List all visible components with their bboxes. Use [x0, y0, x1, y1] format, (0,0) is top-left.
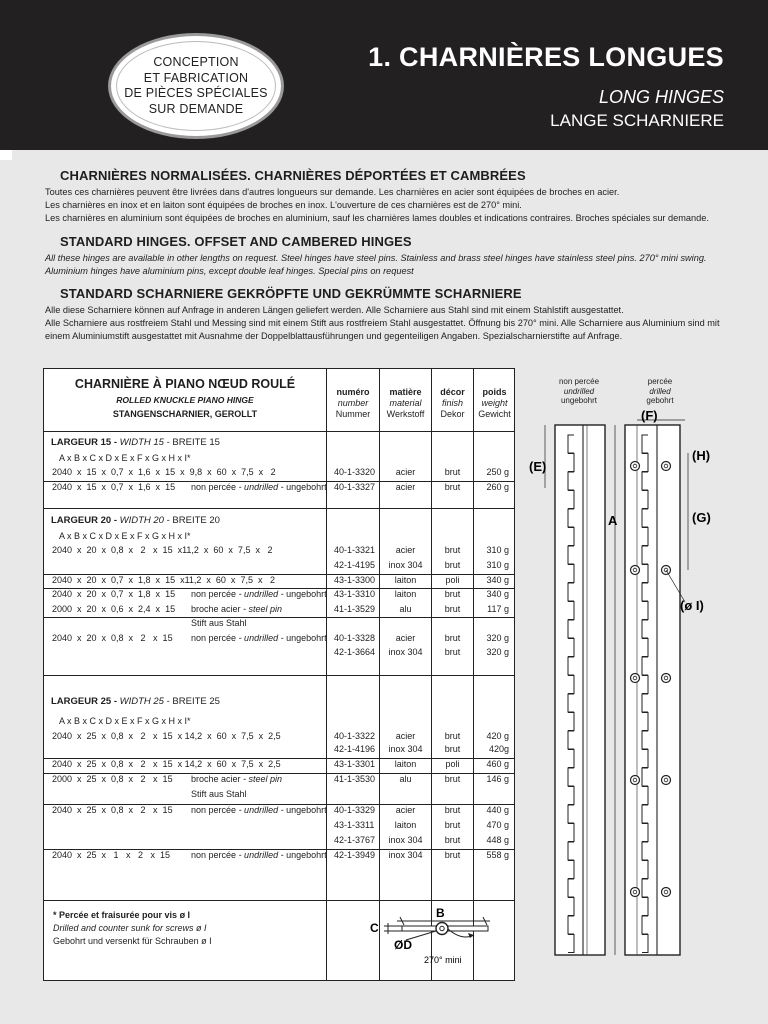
- row-number: 43-1-3301: [334, 759, 376, 769]
- col-finish-header: décor finish Dekor: [440, 387, 465, 419]
- row-material: laiton: [394, 820, 417, 830]
- row-note-part: ungebohrt: [286, 633, 327, 643]
- table-title-fr: CHARNIÈRE À PIANO NŒUD ROULÉ: [74, 377, 296, 391]
- row-dimensions: 2040 x 15 x 0,7 x 1,6 x 15 x 9,8 x 60 x 7,5 x 2: [52, 467, 276, 477]
- row-weight: 448 g: [486, 835, 509, 845]
- row-weight: 320 g: [486, 647, 509, 657]
- row-weight: 340 g: [486, 575, 509, 585]
- hole-icon: [631, 776, 640, 785]
- hole-icon: [631, 888, 640, 897]
- row-note-part: - steel pin: [243, 604, 283, 614]
- intro-line: Les charnières en inox et en laiton sont équipées de broches en inox. L'ouverture de ces charnières est de 270° mini.: [45, 200, 522, 211]
- badge-line: CONCEPTION: [153, 55, 239, 69]
- row-material: laiton: [394, 589, 417, 599]
- row-dimensions: 2000 x 25 x 0,8 x 2 x 15: [52, 774, 173, 784]
- row-note-part: ungebohrt: [286, 805, 327, 815]
- row-material: inox 304: [388, 560, 423, 570]
- label-i: (ø I): [680, 598, 704, 613]
- row-number: 42-1-3767: [334, 835, 376, 845]
- col-material-header: matière material Werkstoff: [386, 387, 425, 419]
- row-material: laiton: [394, 575, 417, 585]
- label-b: B: [436, 906, 445, 920]
- row-weight: 340 g: [486, 589, 509, 599]
- row-number: 41-1-3529: [334, 604, 376, 614]
- col-number-header: numéro number Nummer: [335, 387, 371, 419]
- row-note-part: - undrilled -: [238, 805, 284, 815]
- intro-de: [45, 304, 745, 344]
- corner-strip: [0, 150, 12, 160]
- row-finish: poli: [445, 575, 460, 585]
- row-material: acier: [395, 467, 416, 477]
- row-note-part: broche acier: [191, 604, 241, 614]
- row-material: acier: [395, 633, 416, 643]
- row-material: acier: [395, 731, 416, 741]
- row-weight: 440 g: [486, 805, 509, 815]
- row-dimensions: 2040 x 20 x 0,8 x 2 x 15 x11,2 x 60 x 7,5 x 2: [52, 545, 273, 555]
- badge-line: ET FABRICATION: [143, 70, 249, 85]
- hole-icon: [662, 776, 671, 785]
- row-note: [191, 850, 327, 860]
- page-subtitle-de: LANGE SCHARNIERE: [550, 111, 724, 130]
- row-material: inox 304: [388, 744, 423, 754]
- row-material: inox 304: [388, 835, 423, 845]
- row-number: 43-1-3310: [334, 589, 376, 599]
- row-dimensions: 2040 x 25 x 0,8 x 2 x 15: [52, 805, 173, 815]
- dims-header: A x B x C x D x E x F x G x H x I*: [59, 716, 191, 726]
- row-note-part: - undrilled -: [238, 850, 284, 860]
- row-weight: 420 g: [486, 731, 509, 741]
- row-material: acier: [395, 482, 416, 492]
- row-weight: 117 g: [487, 604, 509, 614]
- row-dimensions: 2040 x 20 x 0,7 x 1,8 x 15: [52, 589, 176, 599]
- row-note-part: - undrilled -: [238, 633, 284, 643]
- row-note: Stift aus Stahl: [191, 618, 247, 628]
- dims-header: A x B x C x D x E x F x G x H x I*: [59, 531, 191, 541]
- row-finish: brut: [444, 482, 461, 492]
- row-number: 40-1-3328: [334, 633, 376, 643]
- row-finish: brut: [444, 589, 461, 599]
- row-note-part: ungebohrt: [286, 850, 327, 860]
- label-h: (H): [692, 448, 711, 463]
- row-material: inox 304: [388, 647, 423, 657]
- row-note-part: non percée: [191, 633, 237, 643]
- row-weight: 250 g: [486, 467, 509, 477]
- row-number: 40-1-3320: [334, 467, 376, 477]
- row-note-part: - steel pin: [243, 774, 283, 784]
- row-note-part: non percée: [191, 482, 237, 492]
- row-finish: brut: [444, 560, 461, 570]
- row-dimensions: 2040 x 25 x 1 x 2 x 15: [52, 850, 171, 860]
- row-finish: brut: [444, 545, 461, 555]
- row-note-part: non percée: [191, 850, 237, 860]
- badge-text: [124, 55, 267, 117]
- row-finish: brut: [444, 604, 461, 614]
- row-note-part: ungebohrt: [286, 589, 327, 599]
- row-finish: brut: [444, 805, 461, 815]
- label-swing: 270° mini: [424, 955, 462, 965]
- row-material: acier: [395, 805, 416, 815]
- row-finish: brut: [444, 731, 461, 741]
- row-finish: brut: [444, 744, 461, 754]
- row-note: [191, 774, 282, 784]
- hole-icon: [631, 566, 640, 575]
- hinge-section-drawing: [362, 901, 512, 971]
- row-dimensions: 2040 x 25 x 0,8 x 2 x 15 x 14,2 x 60 x 7,5 x 2,5: [52, 731, 281, 741]
- heading-en: STANDARD HINGES. OFFSET AND CAMBERED HINGES: [60, 234, 412, 249]
- badge-oval: [108, 33, 284, 139]
- page-subtitle-en: LONG HINGES: [598, 87, 724, 107]
- hinge-drilled: [625, 425, 680, 955]
- row-note-part: non percée: [191, 805, 237, 815]
- row-note: [191, 482, 327, 492]
- row-note: [191, 633, 327, 643]
- row-weight: 310 g: [486, 560, 509, 570]
- footnote-de: Gebohrt und versenkt für Schrauben ø I: [53, 936, 212, 946]
- row-weight: 558 g: [486, 850, 509, 860]
- width-20-label: LARGEUR 20 - WIDTH 20 - BREITE 20: [51, 515, 220, 526]
- page-header: [0, 0, 768, 150]
- row-weight: 146 g: [486, 774, 509, 784]
- row-weight: 420g: [488, 744, 509, 754]
- row-number: 41-1-3530: [334, 774, 376, 784]
- width-25-label: LARGEUR 25 - WIDTH 25 - BREITE 25: [51, 696, 220, 707]
- heading-fr: CHARNIÈRES NORMALISÉES. CHARNIÈRES DÉPORTÉES ET CAMBRÉES: [60, 168, 526, 183]
- row-note-part: - undrilled -: [238, 589, 284, 599]
- row-material: laiton: [394, 759, 417, 769]
- row-weight: 320 g: [486, 633, 509, 643]
- row-dimensions: 2040 x 15 x 0,7 x 1,6 x 15: [52, 482, 176, 492]
- row-material: acier: [395, 545, 416, 555]
- row-finish: brut: [444, 835, 461, 845]
- row-weight: 470 g: [486, 820, 509, 830]
- row-number: 42-1-4195: [334, 560, 376, 570]
- hole-icon: [631, 462, 640, 471]
- row-number: 40-1-3322: [334, 731, 376, 741]
- hole-icon: [631, 674, 640, 683]
- intro-line: einem Aluminiumstift ausgestattet mit Ausnahme der Doppelblattausführungen und gegenteiligen Angaben. Spezialscharnierstifte auf Anfrage.: [45, 331, 623, 342]
- hinge-table: [43, 368, 515, 981]
- intro-line: Alle Scharniere aus rostfreiem Stahl und Messing sind mit einem Stift aus rostfreiem Stahl ausgestattet. Öffnung bis 270° mini. Alle Scharniere aus Aluminium sind mit: [45, 318, 720, 329]
- row-material: alu: [399, 604, 412, 614]
- badge-line: DE PIÈCES SPÉCIALES: [124, 86, 268, 100]
- label-a: A: [608, 513, 618, 528]
- page-title: 1. CHARNIÈRES LONGUES: [368, 42, 724, 72]
- badge-line: SUR DEMANDE: [148, 101, 244, 116]
- drilled-caption: percée drilled gebohrt: [646, 377, 674, 405]
- row-number: 40-1-3321: [334, 545, 376, 555]
- row-note-part: ungebohrt: [286, 482, 327, 492]
- width-15-label: LARGEUR 15 - WIDTH 15 - BREITE 15: [51, 437, 220, 448]
- row-number: 43-1-3300: [334, 575, 376, 585]
- hinge-undrilled: [555, 425, 605, 955]
- heading-de: STANDARD SCHARNIERE GEKRÖPFTE UND GEKRÜMMTE SCHARNIERE: [60, 286, 522, 301]
- row-weight: 310 g: [486, 545, 509, 555]
- intro-line: Aluminium hinges have aluminium pins, except double leaf hinges. Special pins on request: [45, 266, 414, 277]
- intro-fr: [45, 186, 745, 226]
- intro-line: Alle diese Scharniere können auf Anfrage in anderen Längen geliefert werden. Alle Scharniere aus Stahl sind mit einem Stahlstift ausgestattet.: [45, 305, 624, 315]
- intro-line: Toutes ces charnières peuvent être livrées dans d'autres longueurs sur demande. Les charnières en acier sont équipées de broches en acier.: [45, 187, 620, 197]
- row-finish: brut: [444, 774, 461, 784]
- row-note-part: broche acier: [191, 774, 241, 784]
- row-finish: brut: [444, 647, 461, 657]
- row-weight: 260 g: [486, 482, 509, 492]
- row-number: 43-1-3311: [334, 820, 375, 830]
- label-c: C: [370, 921, 379, 935]
- row-number: 40-1-3327: [334, 482, 376, 492]
- row-number: 42-1-3949: [334, 850, 376, 860]
- row-note-part: non percée: [191, 589, 237, 599]
- row-finish: poli: [445, 759, 460, 769]
- hole-icon: [662, 674, 671, 683]
- row-finish: brut: [444, 850, 461, 860]
- intro-line: All these hinges are available in other lengths on request. Steel hinges have steel pins. Stainless and brass steel hinges have stainless steel pins. 270° mini swing.: [45, 253, 707, 263]
- footnote-en: Drilled and counter sunk for screws ø I: [53, 923, 207, 933]
- col-weight-header: poids weight Gewicht: [478, 387, 511, 419]
- row-note-part: - undrilled -: [238, 482, 284, 492]
- dims-header: A x B x C x D x E x F x G x H x I*: [59, 453, 191, 463]
- row-material: alu: [399, 774, 412, 784]
- row-dimensions: 2040 x 25 x 0,8 x 2 x 15 x 14,2 x 60 x 7,5 x 2,5: [52, 759, 281, 769]
- row-note: [191, 604, 282, 614]
- row-note: [191, 589, 327, 599]
- row-finish: brut: [444, 820, 461, 830]
- row-dimensions: 2000 x 20 x 0,6 x 2,4 x 15: [52, 604, 176, 614]
- hole-icon: [662, 462, 671, 471]
- row-material: inox 304: [388, 850, 423, 860]
- hinge-drawings: [525, 370, 765, 970]
- label-g: (G): [692, 510, 711, 525]
- row-finish: brut: [444, 467, 461, 477]
- intro-en: [45, 252, 745, 278]
- label-f: (F): [641, 408, 658, 423]
- undrilled-caption: non percée undrilled ungebohrt: [558, 377, 600, 405]
- row-note: [191, 805, 327, 815]
- row-dimensions: 2040 x 20 x 0,8 x 2 x 15: [52, 633, 173, 643]
- intro-line: Les charnières en aluminium sont équipées de broches en aluminium, sauf les charnières lames doubles et indications contraires. Broches spéciales sur demande.: [45, 213, 709, 224]
- row-number: 42-1-4196: [334, 744, 376, 754]
- row-note: Stift aus Stahl: [191, 789, 247, 799]
- row-dimensions: 2040 x 20 x 0,7 x 1,8 x 15 x11,2 x 60 x 7,5 x 2: [52, 575, 275, 585]
- row-finish: brut: [444, 633, 461, 643]
- row-number: 42-1-3664: [334, 647, 376, 657]
- label-e: (E): [529, 459, 547, 474]
- hole-icon: [662, 888, 671, 897]
- row-number: 40-1-3329: [334, 805, 376, 815]
- table-title-de: STANGENSCHARNIER, GEROLLT: [112, 409, 258, 419]
- label-d: ØD: [394, 938, 412, 952]
- row-weight: 460 g: [486, 759, 509, 769]
- footnote-fr: * Percée et fraisurée pour vis ø I: [53, 910, 191, 920]
- table-title-en: ROLLED KNUCKLE PIANO HINGE: [116, 395, 254, 405]
- hinge-elevation-drawing: [525, 370, 765, 970]
